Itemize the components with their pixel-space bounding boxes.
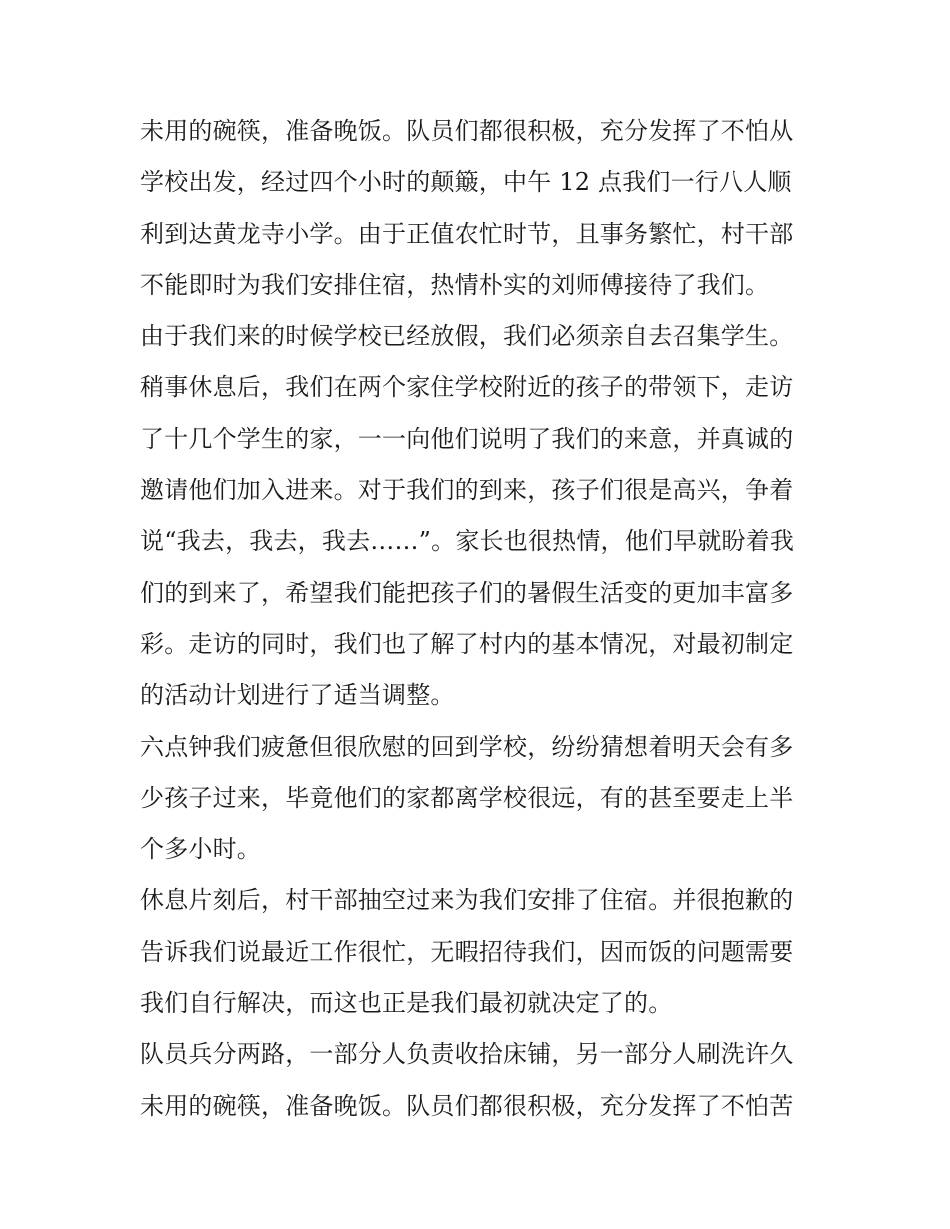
text-line: 六点钟我们疲惫但很欣慰的回到学校，纷纷猜想着明天会有多 [140,732,794,761]
text-line: 不能即时为我们安排住宿，热情朴实的刘师傅接待了我们。 [140,270,770,299]
text-line: 队员兵分两路，一部分人负责收拾床铺，另一部分人刷洗许久 [140,1040,794,1069]
text-line: 未用的碗筷，准备晚饭。队员们都很积极，充分发挥了不怕从 [140,117,794,145]
text-line: 少孩子过来，毕竟他们的家都离学校很远，有的甚至要走上半 [140,783,794,812]
text-line: 彩。走访的同时，我们也了解了村内的基本情况，对最初制定 [140,629,794,658]
text-line: 由于我们来的时候学校已经放假，我们必须亲自去召集学生。 [140,322,794,351]
text-line: 了十几个学生的家，一一向他们说明了我们的来意，并真诚的 [140,424,794,453]
text-line: 的活动计划进行了适当调整。 [140,681,455,710]
text-line: 邀请他们加入进来。对于我们的到来，孩子们很是高兴，争着 [140,476,794,505]
text-line: 利到达黄龙寺小学。由于正值农忙时节，且事务繁忙，村干部 [140,219,794,248]
document-body [140,106,820,1132]
text-line: 休息片刻后，村干部抽空过来为我们安排了住宿。并很抱歉的 [140,886,794,915]
text-line: 个多小时。 [140,835,261,864]
text-line: 告诉我们说最近工作很忙，无暇招待我们，因而饭的问题需要 [140,937,794,966]
text-line: 我们自行解决，而这也正是我们最初就决定了的。 [140,989,673,1018]
text-line: 们的到来了，希望我们能把孩子们的暑假生活变的更加丰富多 [140,578,794,607]
text-line: 未用的碗筷，准备晚饭。队员们都很积极，充分发挥了不怕苦 [140,1091,794,1120]
text-line: 说“我去，我去，我去……”。家长也很热情，他们早就盼着我 [140,527,795,556]
text-line: 稍事休息后，我们在两个家住学校附近的孩子的带领下，走访 [140,373,794,402]
text-line: 学校出发，经过四个小时的颠簸，中午 12 点我们一行八人顺 [140,168,792,197]
